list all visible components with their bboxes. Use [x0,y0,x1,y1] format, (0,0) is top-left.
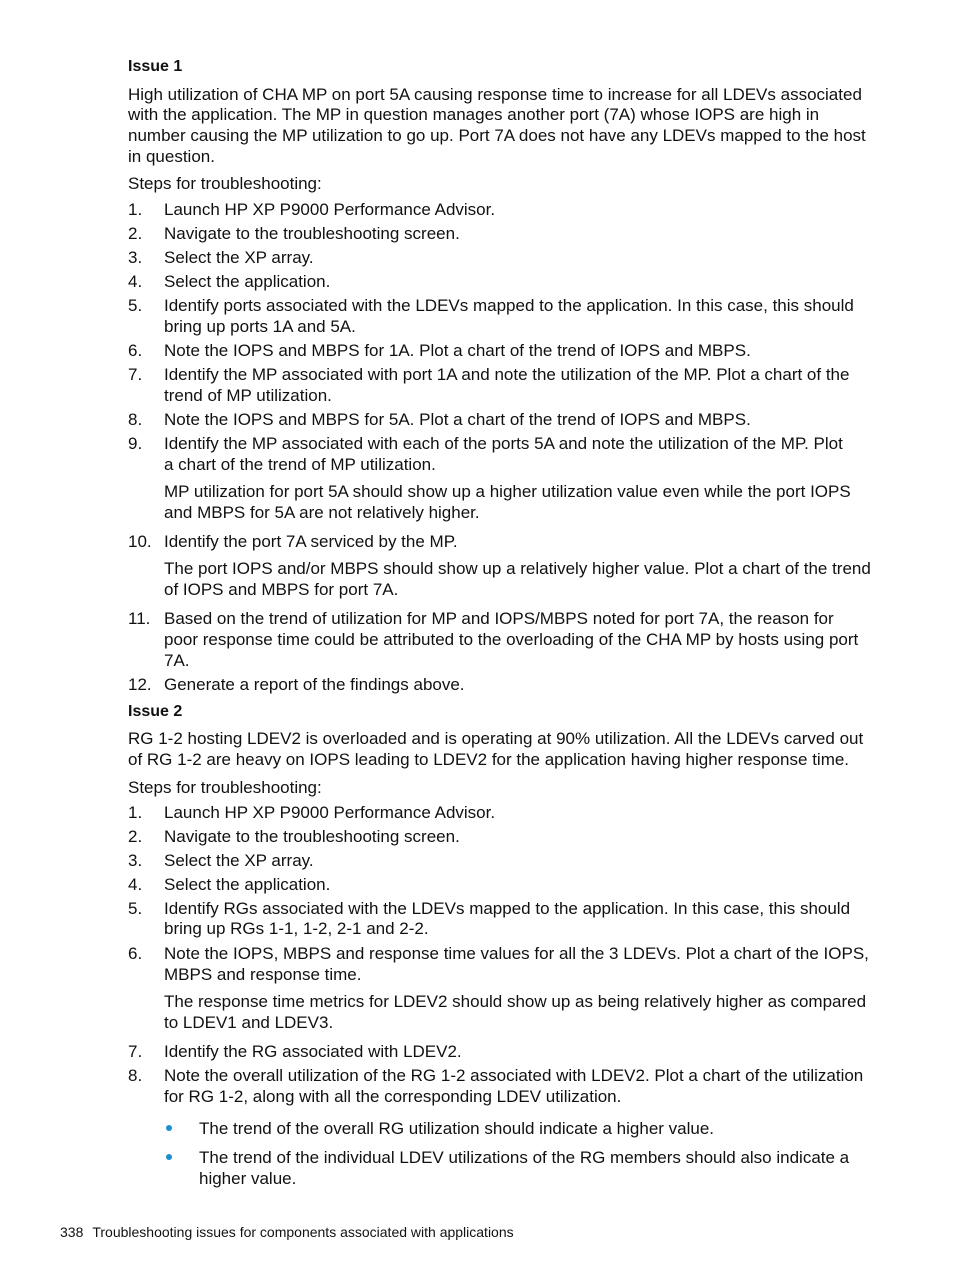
step-number: 3. [128,851,143,870]
bullet-text: The trend of the overall RG utilization should indicate a higher value. [199,1119,715,1138]
step-note: to LDEV1 and LDEV3. [164,1013,334,1032]
bullet-icon [166,1154,172,1160]
page-number: 338 [60,1224,84,1240]
step-number: 7. [128,365,143,384]
bullet-text: The trend of the individual LDEV utilizations of the RG members should also indicate a [199,1148,850,1167]
step-text: 7A. [164,651,190,670]
step-number: 10. [128,532,152,551]
step-text: bring up ports 1A and 5A. [164,317,356,336]
step-number: 2. [128,827,143,846]
step-number: 4. [128,272,143,291]
step-number: 3. [128,248,143,267]
step-note: and MBPS for 5A are not relatively higher. [164,503,480,522]
step-text: Select the XP array. [164,248,314,267]
step-text: trend of MP utilization. [164,386,332,405]
step-text: for RG 1-2, along with all the corresponding LDEV utilization. [164,1087,622,1106]
bullet-text: higher value. [199,1169,297,1188]
issue-2-heading: Issue 2 [128,703,183,720]
step-number: 1. [128,803,143,822]
issue-2-paragraph-line: RG 1-2 hosting LDEV2 is overloaded and is operating at 90% utilization. All the LDEVs carved out [128,729,864,748]
step-text: Note the overall utilization of the RG 1-2 associated with LDEV2. Plot a chart of the utilization [164,1066,864,1085]
issue-1-paragraph-line: with the application. The MP in question manages another port (7A) whose IOPS are high in [128,105,820,124]
step-note: The response time metrics for LDEV2 should show up as being relatively higher as compared [164,992,867,1011]
step-text: Identify the port 7A serviced by the MP. [164,532,458,551]
step-text: Identify the MP associated with each of the ports 5A and note the utilization of the MP. Plot [164,434,843,453]
step-text: Identify ports associated with the LDEVs mapped to the application. In this case, this should [164,296,854,315]
step-number: 1. [128,200,143,219]
step-text: Navigate to the troubleshooting screen. [164,827,460,846]
page-footer [60,1223,514,1241]
step-text: poor response time could be attributed to the overloading of the CHA MP by hosts using port [164,630,859,649]
step-text: bring up RGs 1-1, 1-2, 2-1 and 2-2. [164,919,429,938]
footer-title: Troubleshooting issues for components associated with applications [92,1224,514,1240]
step-note: MP utilization for port 5A should show up a higher utilization value even while the port IOPS [164,482,851,501]
bullet-icon [166,1125,172,1131]
step-text: Launch HP XP P9000 Performance Advisor. [164,803,496,822]
step-text: Note the IOPS and MBPS for 1A. Plot a chart of the trend of IOPS and MBPS. [164,341,751,360]
issue-1-heading: Issue 1 [128,58,183,75]
step-text: MBPS and response time. [164,965,362,984]
step-text: Note the IOPS and MBPS for 5A. Plot a chart of the trend of IOPS and MBPS. [164,410,751,429]
step-text: Note the IOPS, MBPS and response time values for all the 3 LDEVs. Plot a chart of the IOPS, [164,944,869,963]
step-note: The port IOPS and/or MBPS should show up a relatively higher value. Plot a chart of the trend [164,559,871,578]
step-text: Based on the trend of utilization for MP and IOPS/MBPS noted for port 7A, the reason for [164,609,834,628]
step-number: 9. [128,434,143,453]
step-text: Identify the RG associated with LDEV2. [164,1042,462,1061]
step-text: Identify RGs associated with the LDEVs mapped to the application. In this case, this should [164,899,851,918]
step-number: 6. [128,944,143,963]
step-text: a chart of the trend of MP utilization. [164,455,436,474]
issue-2-paragraph-line: of RG 1-2 are heavy on IOPS leading to LDEV2 for the application having higher response time. [128,750,850,769]
step-number: 4. [128,875,143,894]
step-number: 8. [128,1066,143,1085]
step-text: Generate a report of the findings above. [164,675,465,694]
step-text: Navigate to the troubleshooting screen. [164,224,460,243]
issue-1-paragraph-line: High utilization of CHA MP on port 5A causing response time to increase for all LDEVs associated [128,85,862,104]
step-number: 7. [128,1042,143,1061]
issue-2-steps-intro: Steps for troubleshooting: [128,778,322,797]
issue-1-paragraph-line: number causing the MP utilization to go up. Port 7A does not have any LDEVs mapped to the host [128,126,866,145]
step-note: of IOPS and MBPS for port 7A. [164,580,399,599]
issue-1-steps-intro: Steps for troubleshooting: [128,174,322,193]
step-number: 5. [128,899,143,918]
step-number: 12. [128,675,152,694]
step-number: 8. [128,410,143,429]
step-text: Launch HP XP P9000 Performance Advisor. [164,200,496,219]
step-number: 5. [128,296,143,315]
step-number: 6. [128,341,143,360]
step-text: Identify the MP associated with port 1A and note the utilization of the MP. Plot a chart of the [164,365,850,384]
step-text: Select the application. [164,875,331,894]
issue-1-paragraph-line: in question. [128,147,215,166]
step-text: Select the XP array. [164,851,314,870]
step-number: 2. [128,224,143,243]
step-number: 11. [128,609,151,628]
step-text: Select the application. [164,272,331,291]
